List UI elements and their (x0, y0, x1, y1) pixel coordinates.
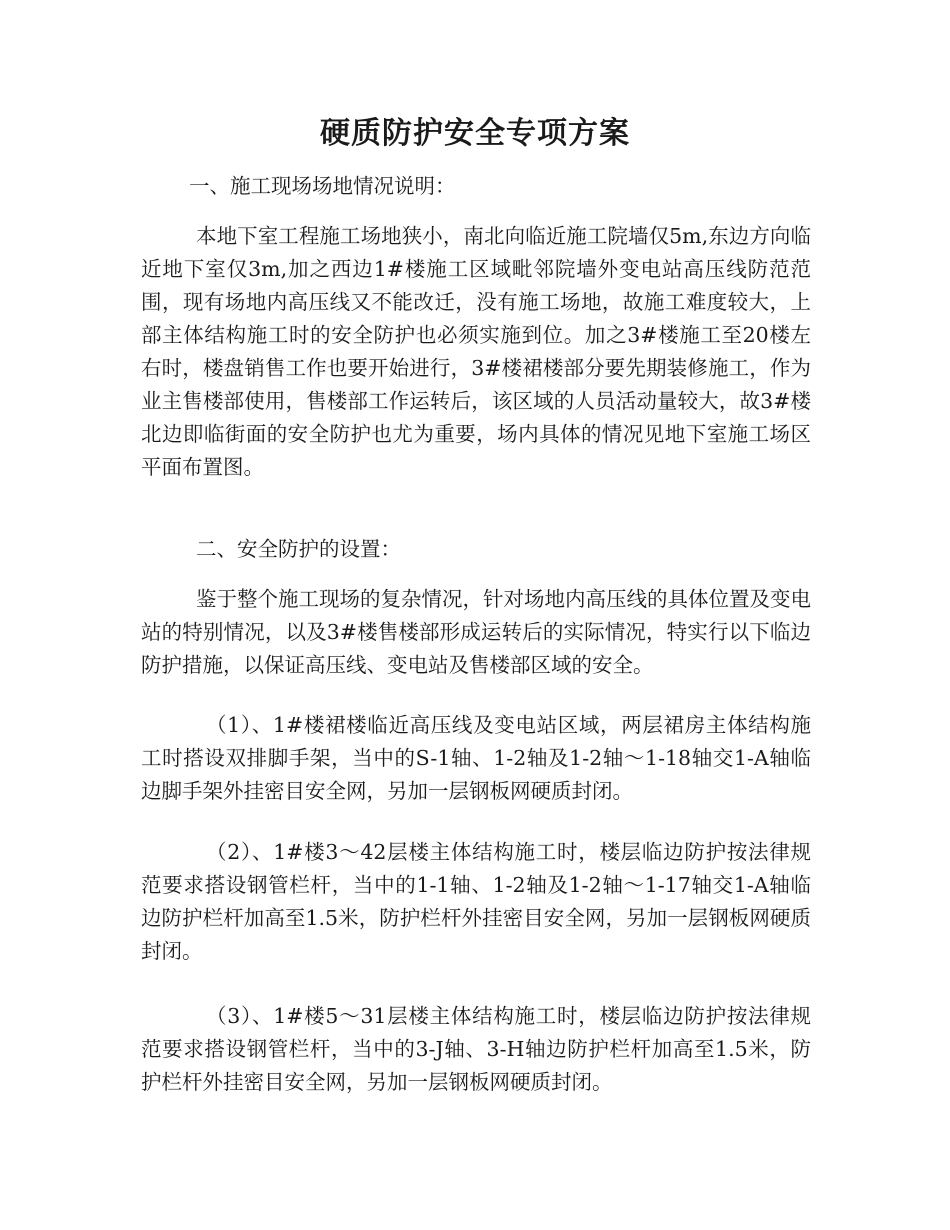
section2-heading: 二、安全防护的设置： (196, 537, 401, 561)
section1-heading: 一、施工现场场地情况说明： (189, 174, 456, 198)
section2-intro-paragraph: 鉴于整个施工现场的复杂情况，针对场地内高压线的具体位置及变电站的特别情况，以及3#楼售楼部形成运转后的实际情况，特实行以下临边防护措施，以保证高压线、变电站及售楼部区域的安全。 (141, 587, 811, 677)
section1-paragraph: 本地下室工程施工场地狭小，南北向临近施工院墙仅5m,东边方向临近地下室仅3m,加之西边1#楼施工区域毗邻院墙外变电站高压线防范范围，现有场地内高压线又不能改迁，没有施工场地，故施工难度较大，上部主体结构施工时的安全防护也必须实施到位。加之3#楼施工至20楼左右时，楼盘销售工作也要开始进行，3#楼裙楼部分要先期装修施工，作为业主售楼部使用，售楼部工作运转后，该区域的人员活动量较大，故3#楼北边即临街面的安全防护也尤为重要，场内具体的情况见地下室施工场区平面布置图。 (141, 224, 811, 479)
measure-item-3: （3）、1#楼5～31层楼主体结构施工时，楼层临边防护按法律规范要求搭设钢管栏杆，当中的3-J轴、3-H轴边防护栏杆加高至1.5米，防护栏杆外挂密目安全网，另加一层钢板网硬质封闭。 (141, 1004, 811, 1094)
measure-item-2: （2）、1#楼3～42层楼主体结构施工时，楼层临边防护按法律规范要求搭设钢管栏杆，当中的1-1轴、1-2轴及1-2轴～1-17轴交1-A轴临边防护栏杆加高至1.5米，防护栏杆外挂密目安全网，另加一层钢板网硬质封闭。 (141, 840, 811, 963)
measure-item-1: （1）、1#楼裙楼临近高压线及变电站区域，两层裙房主体结构施工时搭设双排脚手架，当中的S-1轴、1-2轴及1-2轴～1-18轴交1-A轴临边脚手架外挂密目安全网，另加一层钢板网硬质封闭。 (141, 713, 811, 803)
document-title: 硬质防护安全专项方案 (320, 116, 630, 151)
